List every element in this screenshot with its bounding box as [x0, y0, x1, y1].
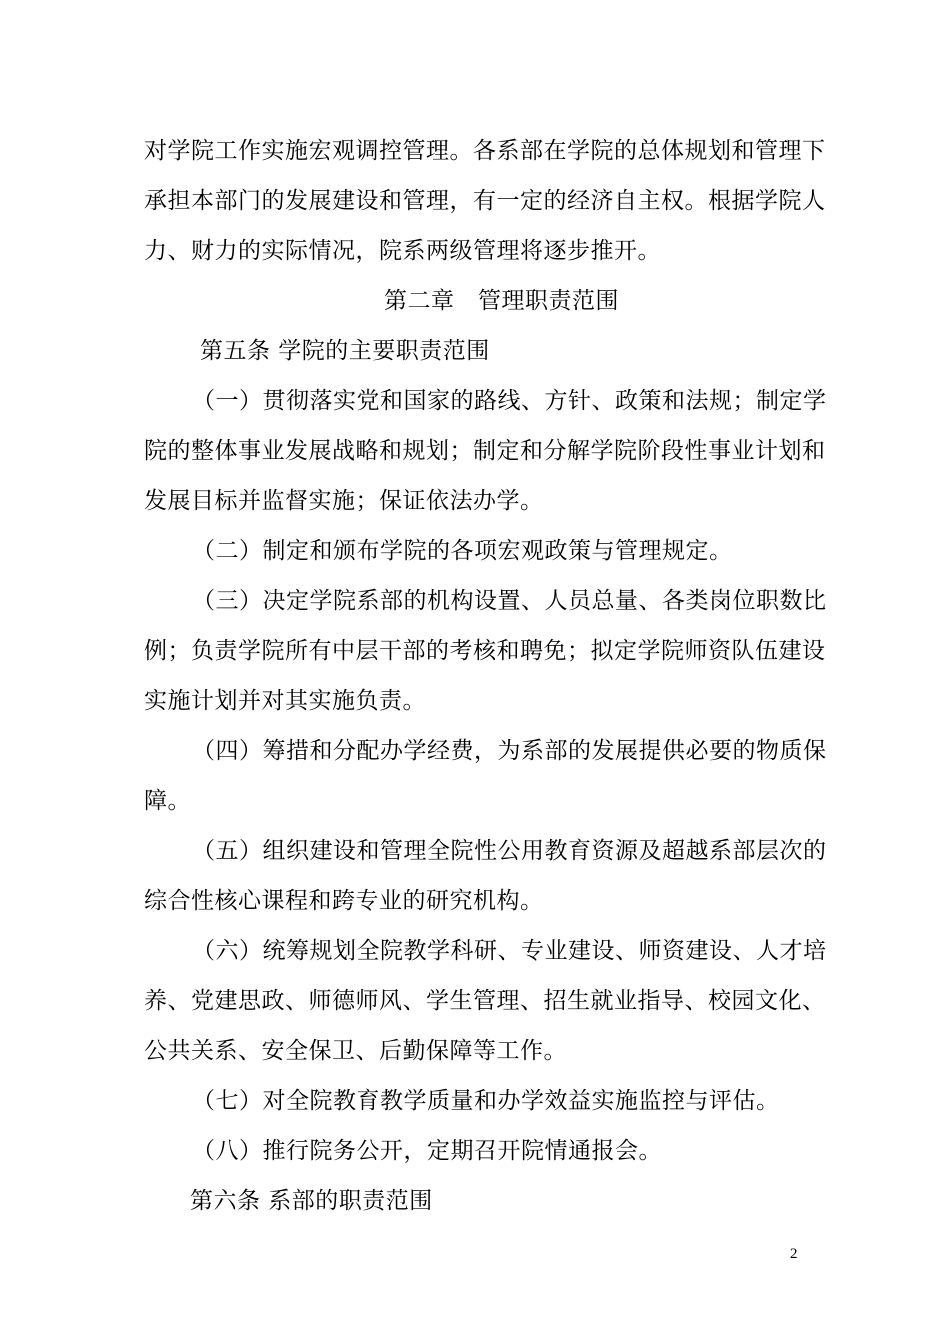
article-heading: 第五条 学院的主要职责范围 — [200, 338, 490, 364]
paragraph-line: 障。 — [144, 788, 191, 814]
paragraph-line: （四）筹措和分配办学经费，为系部的发展提供必要的物质保 — [192, 738, 827, 764]
paragraph-line: （五）组织建设和管理全院性公用教育资源及超越系部层次的 — [192, 838, 827, 864]
paragraph-line: 综合性核心课程和跨专业的研究机构。 — [144, 888, 544, 914]
paragraph-line: 公共关系、安全保卫、后勤保障等工作。 — [144, 1038, 567, 1064]
page-number: 2 — [790, 1246, 798, 1262]
paragraph-line: 养、党建思政、师德师风、学生管理、招生就业指导、校园文化、 — [144, 988, 826, 1014]
paragraph-line: （一）贯彻落实党和国家的路线、方针、政策和法规；制定学 — [192, 388, 827, 414]
article-heading: 第六条 系部的职责范围 — [190, 1188, 433, 1214]
paragraph-line: 力、财力的实际情况，院系两级管理将逐步推开。 — [144, 238, 661, 264]
paragraph-line: 承担本部门的发展建设和管理，有一定的经济自主权。根据学院人 — [144, 188, 826, 214]
paragraph-line: （七）对全院教育教学质量和办学效益实施监控与评估。 — [192, 1088, 780, 1114]
chapter-heading: 第二章 管理职责范围 — [384, 288, 619, 314]
paragraph-line: 实施计划并对其实施负责。 — [144, 688, 426, 714]
paragraph-line: 例；负责学院所有中层干部的考核和聘免；拟定学院师资队伍建设 — [144, 638, 826, 664]
paragraph-line: （三）决定学院系部的机构设置、人员总量、各类岗位职数比 — [192, 588, 827, 614]
paragraph-line: 发展目标并监督实施；保证依法办学。 — [144, 488, 544, 514]
paragraph-line: 对学院工作实施宏观调控管理。各系部在学院的总体规划和管理下 — [144, 138, 826, 164]
paragraph-line: （六）统筹规划全院教学科研、专业建设、师资建设、人才培 — [192, 938, 827, 964]
paragraph-line: （二）制定和颁布学院的各项宏观政策与管理规定。 — [192, 538, 733, 564]
paragraph-line: 院的整体事业发展战略和规划；制定和分解学院阶段性事业计划和 — [144, 438, 826, 464]
paragraph-line: （八）推行院务公开，定期召开院情通报会。 — [192, 1138, 662, 1164]
